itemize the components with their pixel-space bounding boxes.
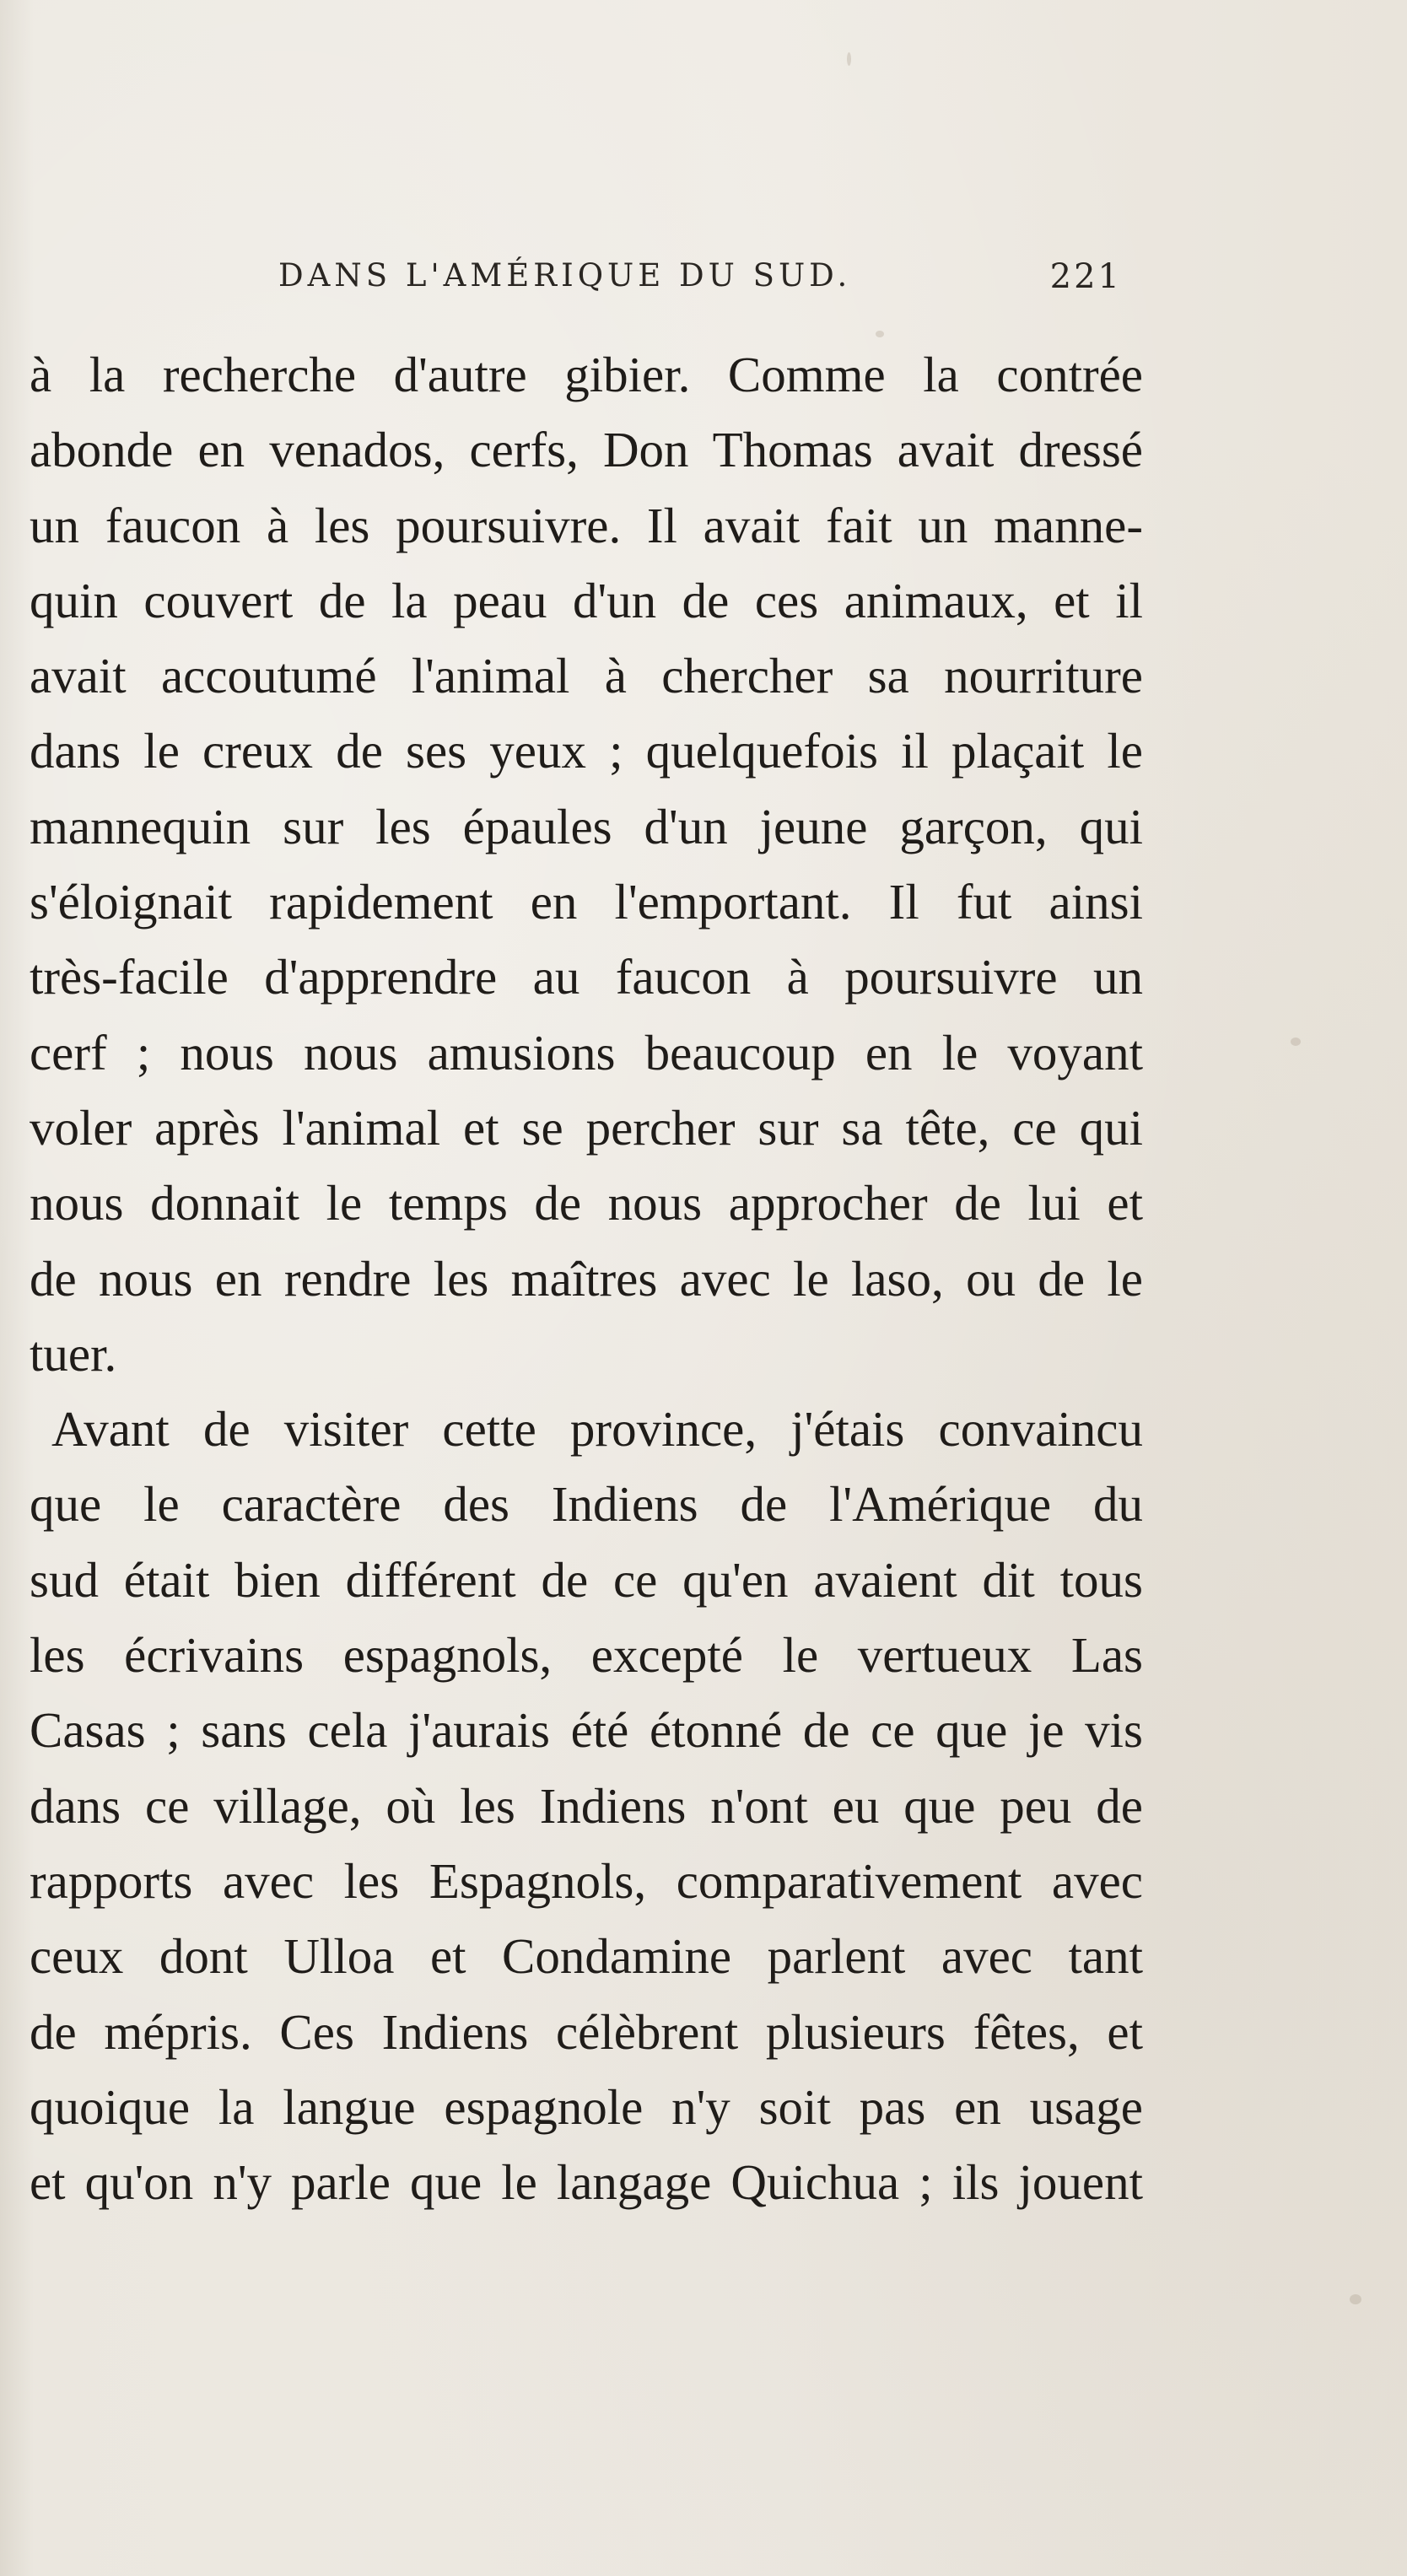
body-text (30, 337, 1143, 2220)
text-line: rapports avec les Espagnols, comparativement avec (30, 1852, 1143, 1909)
text-line: très-facile d'apprendre au faucon à poursuivre un (30, 949, 1143, 1005)
paper-foxing-spot (1291, 1037, 1301, 1046)
paper-foxing-spot (847, 52, 851, 66)
running-title: DANS L'AMÉRIQUE DU SUD. (278, 257, 852, 294)
page-number: 221 (1049, 257, 1122, 296)
text-line: avait accoutumé l'animal à chercher sa nourriture (30, 648, 1143, 704)
text-line: quoique la langue espagnole n'y soit pas en usage (30, 2078, 1143, 2135)
text-line: dans ce village, où les Indiens n'ont eu que peu de (30, 1777, 1143, 1834)
paper-foxing-spot (1350, 2294, 1361, 2304)
text-line: sud était bien différent de ce qu'en avaient dit tous (30, 1551, 1143, 1608)
text-line: tuer. (30, 1325, 117, 1382)
text-line: Avant de visiter cette province, j'étais convaincu (51, 1401, 1143, 1458)
text-line: quin couvert de la peau d'un de ces animaux, et il (30, 572, 1143, 628)
paper-foxing-spot (876, 331, 884, 337)
running-header (278, 257, 1122, 308)
text-line: Casas ; sans cela j'aurais été étonné de ce que je vis (30, 1702, 1143, 1759)
text-line: que le caractère des Indiens de l'Amérique du (30, 1476, 1143, 1533)
text-line: nous donnait le temps de nous approcher de lui et (30, 1175, 1143, 1231)
text-line: de nous en rendre les maîtres avec le laso, ou de le (30, 1250, 1143, 1307)
text-line: cerf ; nous nous amusions beaucoup en le voyant (30, 1024, 1143, 1081)
text-line: mannequin sur les épaules d'un jeune garçon, qui (30, 798, 1143, 854)
text-line: voler après l'animal et se percher sur sa tête, ce qui (30, 1099, 1143, 1156)
text-line: ceux dont Ulloa et Condamine parlent avec tant (30, 1928, 1143, 1985)
text-line: dans le creux de ses yeux ; quelquefois il plaçait le (30, 723, 1143, 779)
text-line: s'éloignait rapidement en l'emportant. Il fut ainsi (30, 874, 1143, 930)
text-line: à la recherche d'autre gibier. Comme la contrée (30, 347, 1143, 402)
text-line: et qu'on n'y parle que le langage Quichua ; ils jouent (30, 2154, 1143, 2211)
text-line: les écrivains espagnols, excepté le vertueux Las (30, 1627, 1143, 1684)
text-line: de mépris. Ces Indiens célèbrent plusieurs fêtes, et (30, 2003, 1143, 2060)
text-line: un faucon à les poursuivre. Il avait fait un manne- (30, 497, 1143, 553)
text-line: abonde en venados, cerfs, Don Thomas avait dressé (30, 422, 1143, 478)
